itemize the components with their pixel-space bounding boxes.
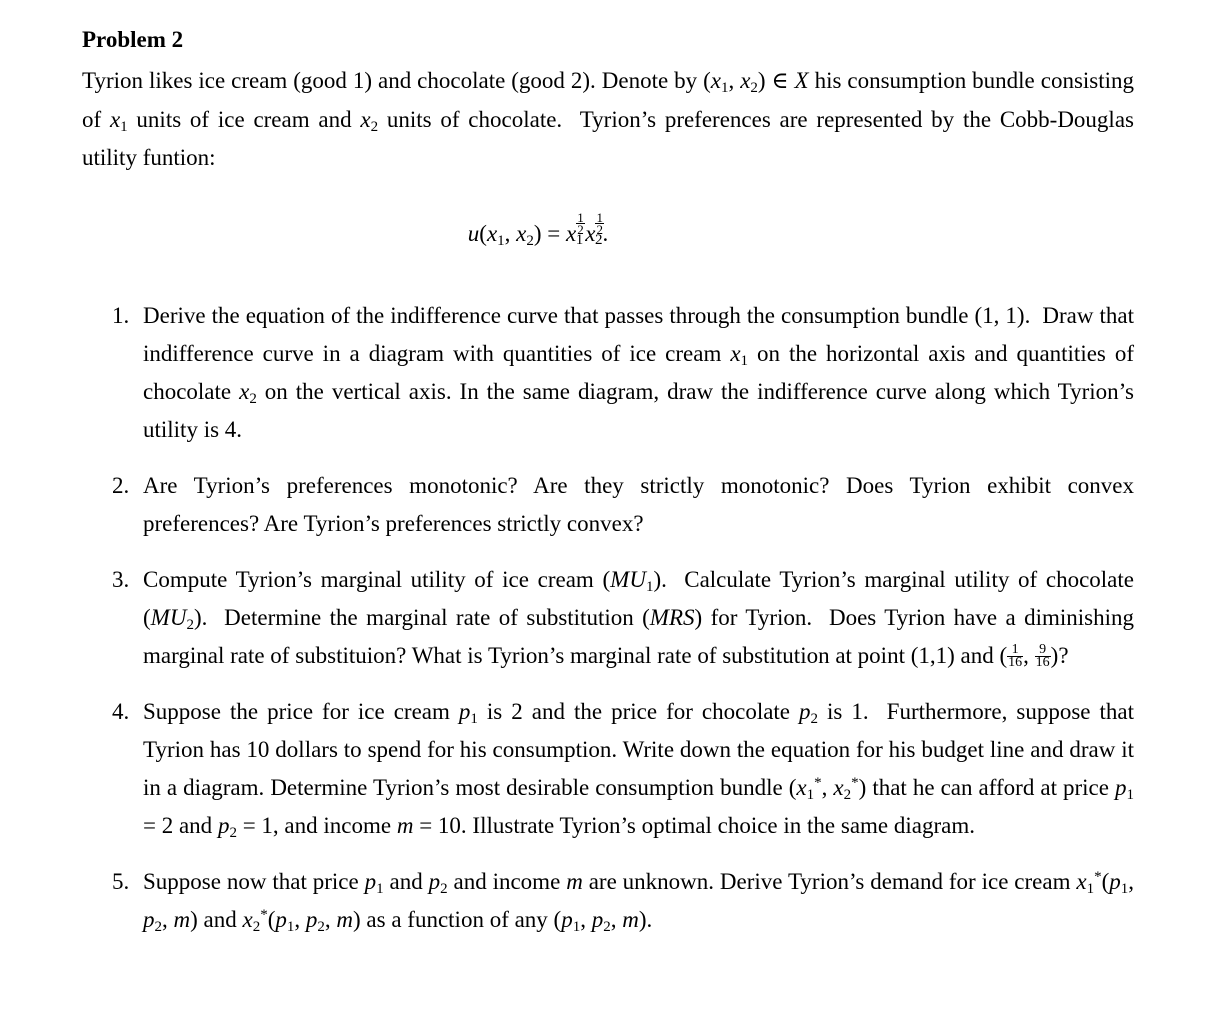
question-number: 3.: [112, 567, 130, 593]
utility-equation: $u(x_1$, $x_2) = x$ $\frac{1}{2}$ 1x $\frac{1}{2}$ 2.: [467, 209, 609, 249]
question-text: Suppose now that price $p_1$ and $p_2$ and income m are unknown. Derive Tyrion’s demand for ice cream $x_1^*(p_1$, $p_2$, m) and $x_2^*(p_1$, $p_2$, m) as a function of any ($p_1$, $p_2$, m).: [143, 869, 1135, 936]
question-number: 1.: [112, 303, 130, 329]
question-item-2: [82, 467, 1134, 543]
problem-intro: Tyrion likes ice cream (good 1) and chocolate (good 2). Denote by ($x_1$, $x_2$) ∈ X his consumption bundle consisting of $x_1$ units of ice cream and $x_2$ units of chocolate. Tyrion’s preferences are represented by the Cobb-Douglas utility funtion:: [82, 68, 1135, 170]
question-text: Are Tyrion’s preferences monotonic? Are they strictly monotonic? Does Tyrion exhibit convex preferences? Are Tyrion’s preferences strictly convex?: [143, 473, 1134, 537]
question-number: 2.: [112, 473, 130, 499]
problem-title: Problem 2: [82, 27, 184, 52]
question-number: 4.: [112, 699, 130, 725]
question-list: [82, 297, 1134, 939]
question-number: 5.: [112, 869, 130, 895]
question-item-3: [82, 561, 1134, 675]
question-item-5: [82, 863, 1134, 939]
question-item-4: [82, 693, 1134, 845]
question-item-1: [82, 297, 1134, 449]
problem-page: [82, 24, 1134, 957]
question-text: Compute Tyrion’s marginal utility of ice cream $(MU_1)$. Calculate Tyrion’s marginal utility of chocolate $(MU_2)$. Determine the marginal rate of substitution (MRS) for Tyrion. Does Tyrion have a diminishing marginal rate of substituion? What is Tyrion’s marginal rate of substitution at point (1,1) and ( $\frac{1}{16}$ , $\frac{9}{16}$ )?: [143, 567, 1134, 671]
question-text: Derive the equation of the indifference curve that passes through the consumption bundle (1, 1). Draw that indifference curve in a diagram with quantities of ice cream $x_1$ on the horizontal axis and quantities of chocolate $x_2$ on the vertical axis. In the same diagram, draw the indifference curve along which Tyrion’s utility is 4.: [143, 303, 1134, 443]
question-text: Suppose the price for ice cream $p_1$ is 2 and the price for chocolate $p_2$ is 1. Furthermore, suppose that Tyrion has 10 dollars to spend for his consumption. Write down the equation for his budget line and draw it in a diagram. Determine Tyrion’s most desirable consumption bundle ($x_1^*$, $x_2^*$) that he can afford at price $p_1 = 2$ and $p_2 = 1$, and income m = 10. Illustrate Tyrion’s optimal choice in the same diagram.: [143, 699, 1135, 842]
